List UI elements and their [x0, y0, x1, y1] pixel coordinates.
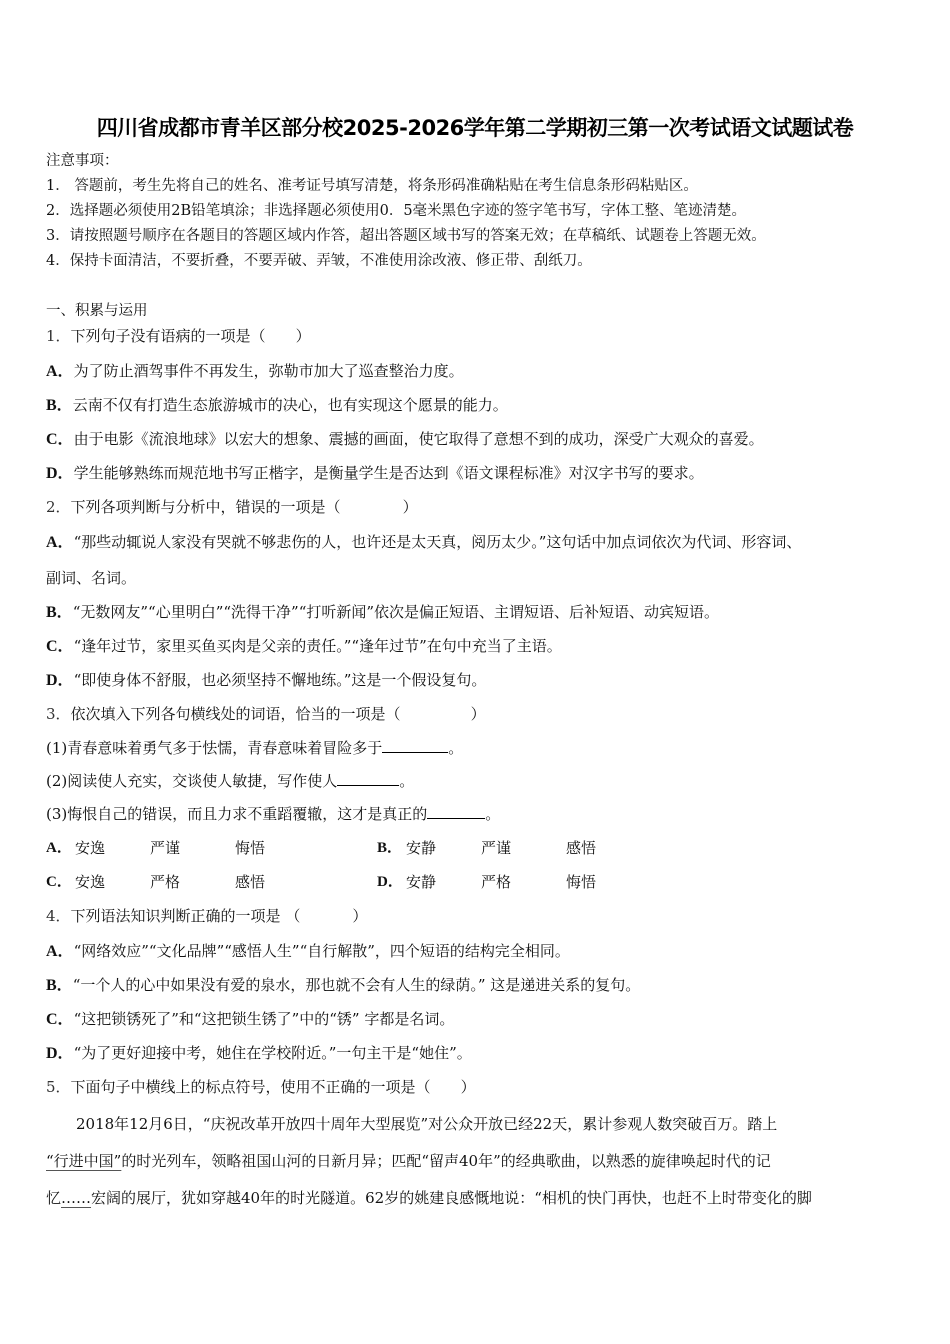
question-2-option-b: B．“无数网友”“心里明白”“洗得干净”“打听新闻”依次是偏正短语、主谓短语、后补短语、动宾短语。 — [46, 603, 720, 621]
question-1-option-d: D．学生能够熟练而规范地书写正楷字，是衡量学生是否达到《语文课程标准》对汉字书写的要求。 — [46, 464, 704, 482]
question-5-passage-line-3: 忆……宏阔的展厅，犹如穿越40年的时光隧道。62岁的姚建良感慨地说：“相机的快门再快，也赶不上时带变化的脚 — [46, 1189, 812, 1207]
question-3-sentence-3: (3)悔恨自己的错误，而且力求不重蹈覆辙，这才是真正的 。 — [46, 805, 501, 823]
question-2-stem: 2．下列各项判断与分析中，错误的一项是（ ） — [46, 498, 418, 516]
question-1-stem: 1．下列句子没有语病的一项是（ ） — [46, 327, 311, 345]
notice-item-4: 4．保持卡面清洁，不要折叠，不要弄破、弄皱，不准使用涂改液、修正带、刮纸刀。 — [46, 253, 592, 269]
question-4-stem: 4．下列语法知识判断正确的一项是 （ ） — [46, 907, 368, 925]
fill-blank — [382, 738, 448, 753]
notice-item-3: 3．请按照题号顺序在各题目的答题区域内作答，超出答题区域书写的答案无效；在草稿纸、试题卷上答题无效。 — [46, 228, 766, 244]
question-4-option-b: B．“一个人的心中如果没有爱的泉水，那也就不会有人生的绿荫。” 这是递进关系的复句。 — [46, 976, 641, 994]
question-3-stem: 3．依次填入下列各句横线处的词语，恰当的一项是（ ） — [46, 705, 486, 723]
question-2-option-d: D．“即使身体不舒服，也必须坚持不懈地练。”这是一个假设复句。 — [46, 671, 487, 689]
question-3-sentence-1: (1)青春意味着勇气多于怯懦，青春意味着冒险多于 。 — [46, 739, 464, 757]
underlined-phrase: “行进中国” — [46, 1152, 122, 1170]
underlined-ellipsis: …… — [61, 1189, 92, 1207]
question-4-option-a: A．“网络效应”“文化品牌”“感悟人生”“自行解散”，四个短语的结构完全相同。 — [46, 942, 570, 960]
question-4-option-c: C．“这把锁锈死了”和“这把锁生锈了”中的“锈” 字都是名词。 — [46, 1010, 455, 1028]
question-2-option-a-continuation: 副词、名词。 — [46, 569, 137, 587]
notice-item-1: 1． 答题前，考生先将自己的姓名、准考证号填写清楚，将条形码准确粘贴在考生信息条形码粘贴区。 — [46, 178, 698, 194]
notice-item-2: 2．选择题必须使用2B铅笔填涂；非选择题必须使用0．5毫米黑色字迹的签字笔书写，字体工整、笔迹清楚。 — [46, 203, 747, 219]
question-5-passage-line-2: “行进中国”的时光列车，领略祖国山河的日新月异；匹配“留声40年”的经典歌曲，以熟悉的旋律唤起时代的记 — [46, 1152, 771, 1170]
question-1-option-b: B．云南不仅有打造生态旅游城市的决心，也有实现这个愿景的能力。 — [46, 396, 508, 414]
question-5-passage-line-1: 2018年12月6日，“庆祝改革开放四十周年大型展览”对公众开放已经22天，累计参观人数突破百万。踏上 — [76, 1115, 778, 1133]
question-2-option-c: C．“逢年过节，家里买鱼买肉是父亲的责任。”“逢年过节”在句中充当了主语。 — [46, 637, 562, 655]
question-number: 1． — [46, 327, 71, 345]
question-1-option-c: C．由于电影《流浪地球》以宏大的想象、震撼的画面，使它取得了意想不到的成功，深受广大观众的喜爱。 — [46, 430, 764, 448]
question-3-sentence-2: (2)阅读使人充实，交谈使人敏捷，写作使人 。 — [46, 772, 415, 790]
question-4-option-d: D．“为了更好迎接中考，她住在学校附近。”一句主干是“她住”。 — [46, 1044, 472, 1062]
fill-blank — [427, 804, 485, 819]
question-1-option-a: A．为了防止酒驾事件不再发生，弥勒市加大了巡查整治力度。 — [46, 362, 464, 380]
notice-heading: 注意事项： — [46, 153, 119, 169]
fill-blank — [337, 771, 399, 786]
section-heading: 一、积累与运用 — [46, 303, 148, 319]
exam-page: 四川省成都市青羊区部分校2025-2026学年第二学期初三第一次考试语文试题试卷 注意事项： 1． 答题前，考生先将自己的姓名、准考证号填写清楚，将条形码准确粘贴在考生信息条形码粘贴区。 2．选择题必须使用2B铅笔填涂；非选择题必须使用0．5毫米黑色字迹的签字笔书写，字体工整、笔迹清楚。 3．请按照题号顺序在各题目的答题区域内作答，超出答题区域书写的答案无效；在草稿纸、试题卷上答题无效。 4．保持卡面清洁，不要折叠，不要弄破、弄皱，不准使用涂改液、修正带、刮纸刀。 一、积累与运用 1．下列句子没有语病的一项是（ ） A．为了防止酒驾事件不再发生，弥勒市加大了巡查整治力度。 B．云南不仅有打造生态旅游城市的决心，也有实现这个愿景的能力。 C．由于电影《流浪地球》以宏大的想象、震撼的画面，使它取得了意想不到的成功，深受广大观众的喜爱。 D．学生能够熟练而规范地书写正楷字，是衡量学生是否达到《语文课程标准》对汉字书写的要求。 2．下列各项判断与分析中，错误的一项是（ ） A．“那些动辄说人家没有哭就不够悲伤的人，也许还是太天真，阅历太少。”这句话中加点词依次为代词、形容词、 副词、名词。 B．“无数网友”“心里明白”“洗得干净”“打听新闻”依次是偏正短语、主谓短语、后补短语、动宾短语。 C．“逢年过节，家里买鱼买肉是父亲的责任。”“逢年过节”在句中充当了主语。 D．“即使身体不舒服，也必须坚持不懈地练。”这是一个假设复句。 3．依次填入下列各句横线处的词语，恰当的一项是（ ） (1)青春意味着勇气多于怯懦，青春意味着冒险多于 。 (2)阅读使人充实，交谈使人敏捷，写作使人 。 (3)悔恨自己的错误，而且力求不重蹈覆辙，这才是真正的 。 A． 安逸 严谨 悔悟 B． 安静 严谨 感悟 C． 安逸 严格 感悟 D． 安静 严格 悔悟 4．下列语法知识判断正确的一项是 （ ） A．“网络效应”“文化品牌”“感悟人生”“自行解散”，四个短语的结构完全相同。 B．“一个人的心中如果没有爱的泉水，那也就不会有人生的绿荫。” 这是递进关系的复句。 C．“这把锁锈死了”和“这把锁生锈了”中的“锈” 字都是名词。 D．“为了更好迎接中考，她住在学校附近。”一句主干是“她住”。 5．下面句子中横线上的标点符号，使用不正确的一项是（ ） 2018年12月6日，“庆祝改革开放四十周年大型展览”对公众开放已经22天，累计参观人数突破百万。踏上 “行进中国”的时光列车，领略祖国山河的日新月异；匹配“留声40年”的经典歌曲，以熟悉的旋律唤起时代的记 忆……宏阔的展厅，犹如穿越40年的时光隧道。62岁的姚建良感慨地说：“相机的快门再快，也赶不上时带变化的脚 — [0, 0, 950, 1344]
question-2-option-a: A．“那些动辄说人家没有哭就不够悲伤的人，也许还是太天真，阅历太少。”这句话中加点词依次为代词、形容词、 — [46, 533, 802, 551]
question-5-stem: 5．下面句子中横线上的标点符号，使用不正确的一项是（ ） — [46, 1078, 476, 1096]
exam-title: 四川省成都市青羊区部分校2025-2026学年第二学期初三第一次考试语文试题试卷 — [96, 116, 854, 140]
